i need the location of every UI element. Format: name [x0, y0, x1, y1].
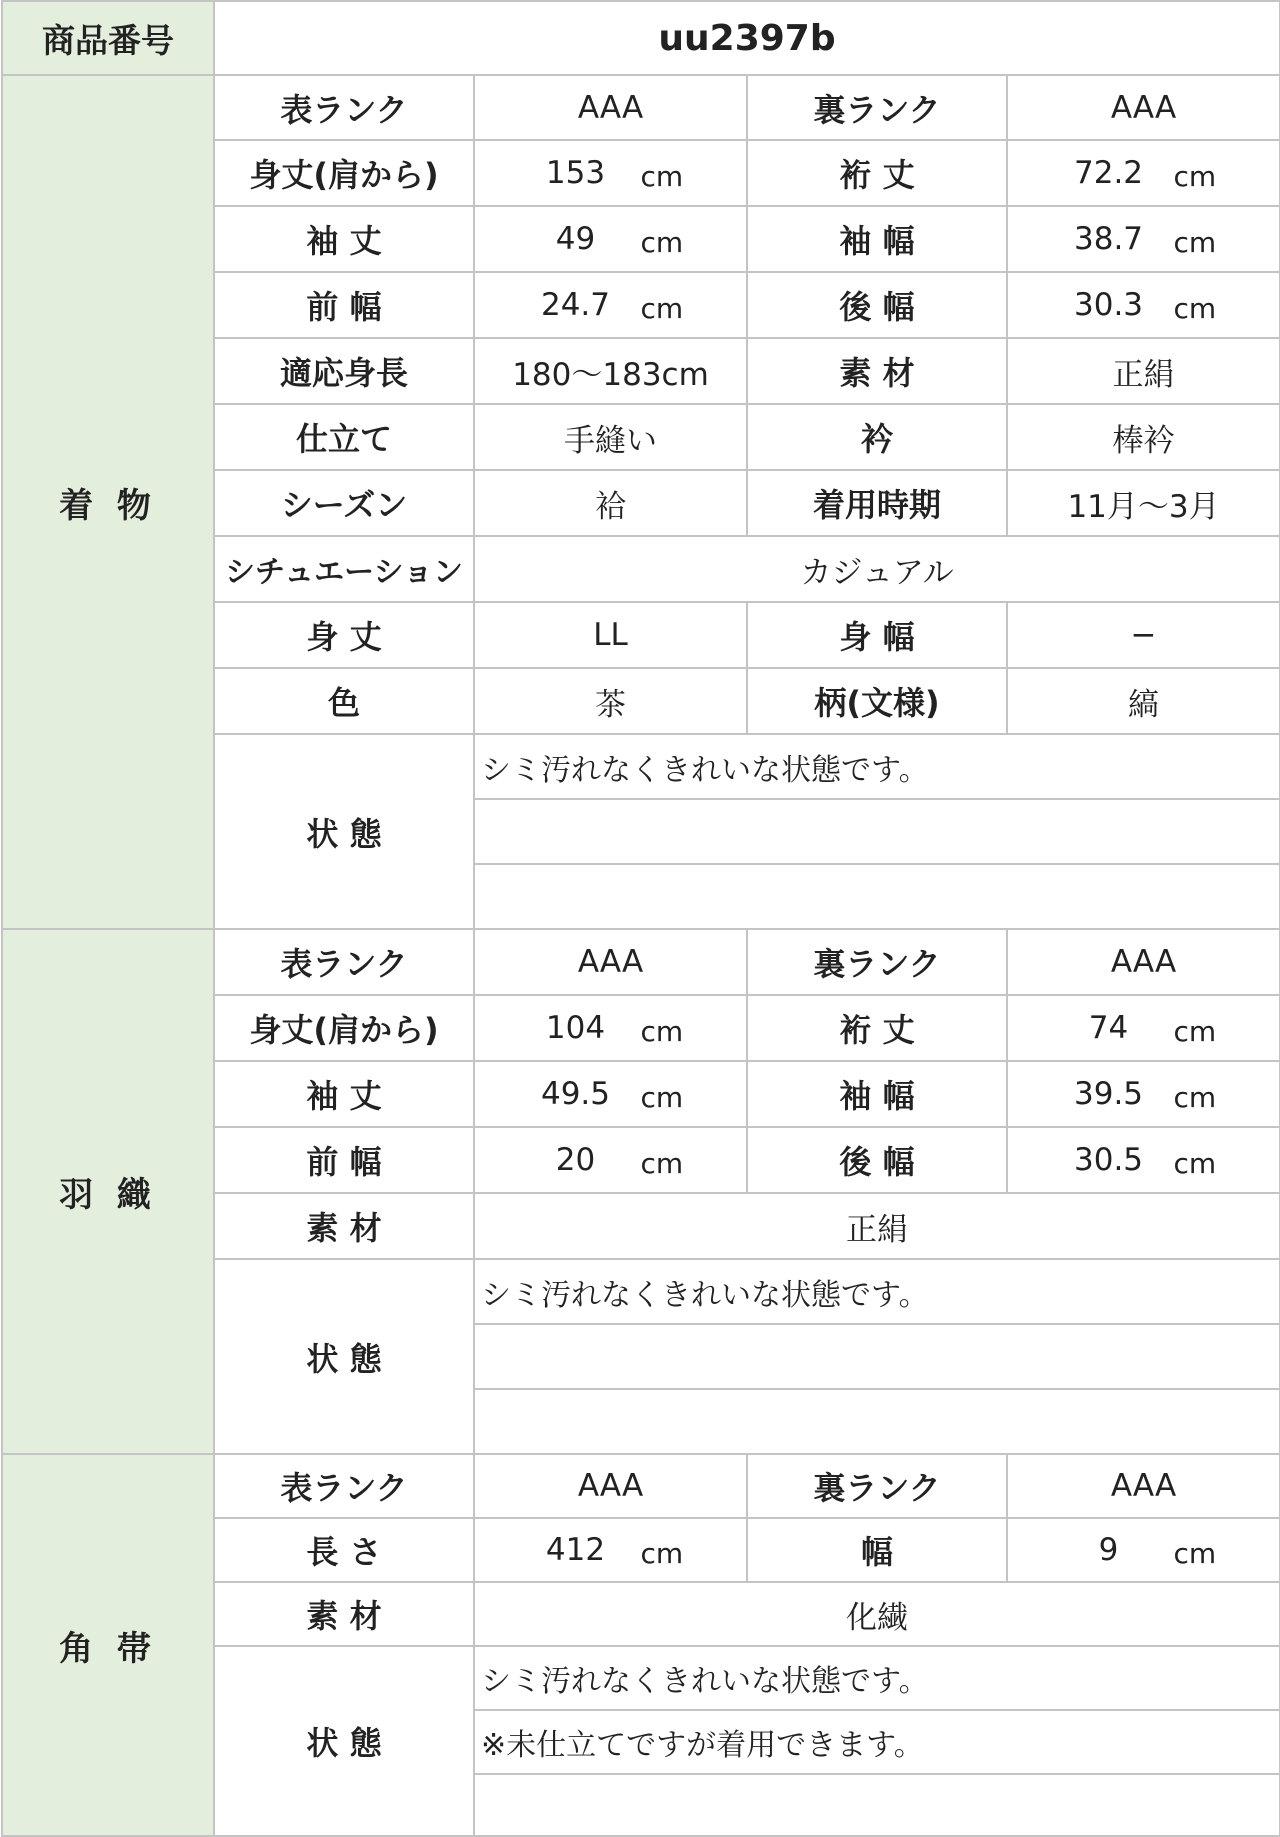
kimono-maehaba-number: 24.7 [540, 287, 611, 323]
kimono-season-value: 袷 [474, 470, 747, 536]
haori-sodehaba-unit: cm [1173, 1081, 1217, 1114]
kimono-section-label: 着 物 [2, 75, 214, 929]
kimono-yuki-value [1007, 140, 1280, 206]
kimono-rank-row [2, 75, 1280, 140]
kimono-ura-rank-label: 裏ランク [747, 75, 1007, 140]
kimono-omote-rank-value: AAA [474, 75, 747, 140]
kimono-sodehaba-value [1007, 206, 1280, 272]
haori-sodehaba-number: 39.5 [1074, 1076, 1144, 1112]
haori-sodehaba-label: 袖 幅 [747, 1061, 1007, 1127]
kimono-maehaba-label: 前 幅 [214, 272, 474, 338]
haori-sodetake-label: 袖 丈 [214, 1061, 474, 1127]
haori-condition-line-2 [474, 1324, 1280, 1389]
kimono-sodetake-label: 袖 丈 [214, 206, 474, 272]
kakuobi-width-value [1007, 1518, 1280, 1582]
haori-ushirohaba-number: 30.5 [1074, 1142, 1144, 1178]
kakuobi-material-label: 素 材 [214, 1582, 474, 1646]
haori-sodetake-value [474, 1061, 747, 1127]
kakuobi-condition-label: 状 態 [214, 1646, 474, 1836]
kimono-color-value: 茶 [474, 668, 747, 734]
kimono-pattern-label: 柄(文様) [747, 668, 1007, 734]
kakuobi-section-label: 角 帯 [2, 1454, 214, 1836]
kimono-shitate-value: 手縫い [474, 404, 747, 470]
kimono-color-label: 色 [214, 668, 474, 734]
kakuobi-ura-rank-label: 裏ランク [747, 1454, 1007, 1518]
kakuobi-width-number: 9 [1098, 1532, 1119, 1568]
kimono-sodehaba-unit: cm [1173, 226, 1217, 259]
haori-ura-rank-label: 裏ランク [747, 929, 1007, 995]
kimono-height-label: 適応身長 [214, 338, 474, 404]
kimono-maehaba-value [474, 272, 747, 338]
kimono-sodetake-value [474, 206, 747, 272]
kimono-mitake-value [474, 140, 747, 206]
haori-rank-row [2, 929, 1280, 995]
product-id-label: 商品番号 [2, 1, 214, 75]
haori-yuki-number: 74 [1088, 1010, 1129, 1046]
haori-sodetake-unit: cm [640, 1081, 684, 1114]
haori-maehaba-number: 20 [555, 1142, 596, 1178]
haori-mitake-unit: cm [640, 1015, 684, 1048]
product-id-row [2, 1, 1280, 75]
kimono-condition-line-3 [474, 864, 1280, 929]
haori-mitake-number: 104 [545, 1010, 606, 1046]
kimono-period-value: 11月〜3月 [1007, 470, 1280, 536]
kakuobi-width-label: 幅 [747, 1518, 1007, 1582]
kimono-ushirohaba-value [1007, 272, 1280, 338]
kimono-sodehaba-label: 袖 幅 [747, 206, 1007, 272]
kimono-material-value: 正絹 [1007, 338, 1280, 404]
haori-omote-rank-label: 表ランク [214, 929, 474, 995]
kakuobi-condition-line-1: シミ汚れなくきれいな状態です。 [474, 1646, 1280, 1710]
kakuobi-length-value [474, 1518, 747, 1582]
haori-yuki-unit: cm [1173, 1015, 1217, 1048]
kakuobi-omote-rank-value: AAA [474, 1454, 747, 1518]
kimono-condition-line-1: シミ汚れなくきれいな状態です。 [474, 734, 1280, 799]
kakuobi-omote-rank-label: 表ランク [214, 1454, 474, 1518]
haori-sodehaba-value [1007, 1061, 1280, 1127]
kimono-ushirohaba-number: 30.3 [1074, 287, 1144, 323]
kimono-situation-value: カジュアル [474, 536, 1280, 602]
kimono-condition-label: 状 態 [214, 734, 474, 929]
kimono-size-value: LL [474, 602, 747, 668]
kakuobi-rank-row [2, 1454, 1280, 1518]
kimono-mihaba-label: 身 幅 [747, 602, 1007, 668]
kimono-ushirohaba-unit: cm [1173, 292, 1217, 325]
kimono-material-label: 素 材 [747, 338, 1007, 404]
haori-ushirohaba-value [1007, 1127, 1280, 1193]
kakuobi-condition-line-2: ※未仕立てですが着用できます。 [474, 1710, 1280, 1774]
kimono-mitake-label: 身丈(肩から) [214, 140, 474, 206]
kakuobi-width-unit: cm [1173, 1537, 1217, 1570]
haori-yuki-value [1007, 995, 1280, 1061]
kimono-sodetake-number: 49 [555, 221, 596, 257]
kimono-mitake-unit: cm [640, 160, 684, 193]
kimono-period-label: 着用時期 [747, 470, 1007, 536]
haori-omote-rank-value: AAA [474, 929, 747, 995]
haori-material-label: 素 材 [214, 1193, 474, 1259]
kakuobi-length-number: 412 [545, 1532, 606, 1568]
haori-maehaba-unit: cm [640, 1147, 684, 1180]
kimono-omote-rank-label: 表ランク [214, 75, 474, 140]
haori-yuki-label: 裄 丈 [747, 995, 1007, 1061]
kakuobi-length-unit: cm [640, 1537, 684, 1570]
kimono-ushirohaba-label: 後 幅 [747, 272, 1007, 338]
kimono-maehaba-unit: cm [640, 292, 684, 325]
kimono-condition-line-2 [474, 799, 1280, 864]
haori-mitake-label: 身丈(肩から) [214, 995, 474, 1061]
kakuobi-length-label: 長 さ [214, 1518, 474, 1582]
kimono-yuki-label: 裄 丈 [747, 140, 1007, 206]
haori-condition-label: 状 態 [214, 1259, 474, 1454]
kimono-mihaba-value: − [1007, 602, 1280, 668]
haori-mitake-value [474, 995, 747, 1061]
haori-material-value: 正絹 [474, 1193, 1280, 1259]
kimono-ura-rank-value: AAA [1007, 75, 1280, 140]
haori-ushirohaba-unit: cm [1173, 1147, 1217, 1180]
haori-maehaba-label: 前 幅 [214, 1127, 474, 1193]
kimono-pattern-value: 縞 [1007, 668, 1280, 734]
kimono-eri-label: 衿 [747, 404, 1007, 470]
haori-sodetake-number: 49.5 [540, 1076, 611, 1112]
kimono-mitake-number: 153 [545, 155, 606, 191]
haori-condition-line-3 [474, 1389, 1280, 1454]
product-spec-table [1, 0, 1280, 1837]
kakuobi-material-value: 化繊 [474, 1582, 1280, 1646]
haori-maehaba-value [474, 1127, 747, 1193]
kimono-sodetake-unit: cm [640, 226, 684, 259]
kimono-season-label: シーズン [214, 470, 474, 536]
kimono-height-value: 180〜183cm [474, 338, 747, 404]
product-id-value: uu2397b [214, 1, 1280, 75]
kimono-yuki-number: 72.2 [1074, 155, 1144, 191]
kimono-size-label: 身 丈 [214, 602, 474, 668]
kimono-situation-label: シチュエーション [214, 536, 474, 602]
haori-condition-line-1: シミ汚れなくきれいな状態です。 [474, 1259, 1280, 1324]
kimono-shitate-label: 仕立て [214, 404, 474, 470]
kakuobi-ura-rank-value: AAA [1007, 1454, 1280, 1518]
kakuobi-condition-line-3 [474, 1774, 1280, 1836]
kimono-eri-value: 棒衿 [1007, 404, 1280, 470]
kimono-sodehaba-number: 38.7 [1074, 221, 1144, 257]
haori-ushirohaba-label: 後 幅 [747, 1127, 1007, 1193]
kimono-yuki-unit: cm [1173, 160, 1217, 193]
haori-ura-rank-value: AAA [1007, 929, 1280, 995]
haori-section-label: 羽 織 [2, 929, 214, 1454]
